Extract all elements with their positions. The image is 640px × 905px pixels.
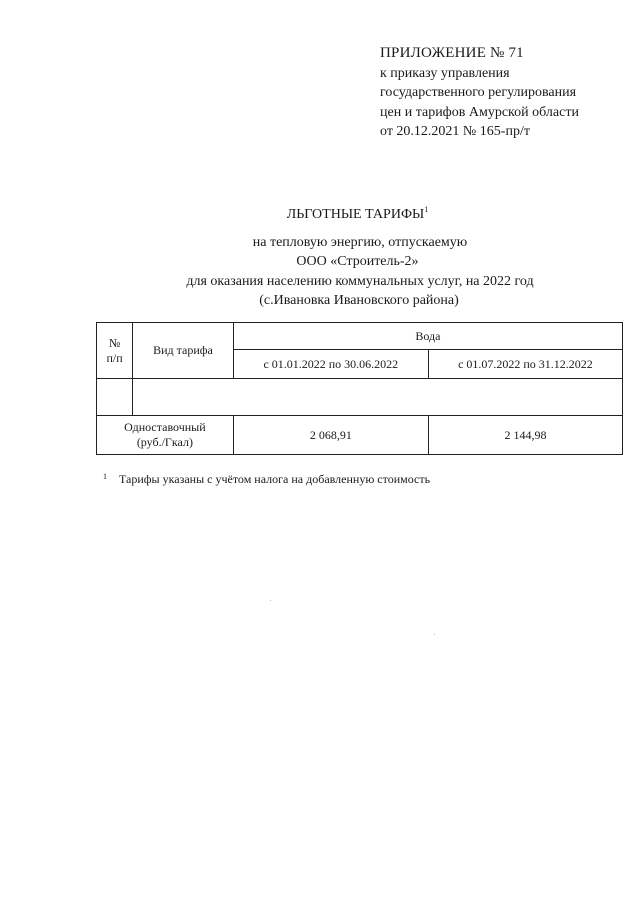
appendix-line-5: от 20.12.2021 № 165-пр/т [380, 124, 530, 139]
title-block [0, 200, 640, 311]
col-header-number-text: № п/п [106, 335, 123, 365]
footnote-text: Тарифы указаны с учётом налога на добавленную стоимость [119, 472, 431, 486]
title-subline-1: на тепловую энергию, отпускаемую [252, 234, 468, 250]
title-subline-3: для оказания населению коммунальных услуг, на 2022 год [186, 273, 534, 289]
appendix-line-2: к приказу управления [380, 65, 510, 81]
col-header-period-2: с 01.07.2022 по 31.12.2022 [428, 350, 622, 379]
appendix-line-3: государственного регулирования [380, 85, 577, 100]
appendix-title: ПРИЛОЖЕНИЕ № 71 [380, 45, 524, 61]
scan-speck [270, 600, 271, 601]
document-title [75, 200, 640, 225]
table-blank-row [97, 379, 623, 416]
tariff-value-period-1: 2 068,91 [233, 416, 428, 455]
col-header-number [97, 323, 133, 379]
blank-cell-wide [133, 379, 623, 416]
document-title-text: ЛЬГОТНЫЕ ТАРИФЫ [286, 207, 425, 222]
scan-speck [434, 634, 435, 635]
col-header-group: Вода [233, 323, 622, 350]
col-header-period-1: с 01.01.2022 по 30.06.2022 [233, 350, 428, 379]
title-footnote-ref: 1 [424, 205, 429, 214]
tariff-kind-cell [97, 416, 234, 455]
table-row [97, 416, 623, 455]
col-header-kind: Вид тарифа [133, 323, 234, 379]
tariff-table [96, 322, 623, 455]
tariff-kind-text: Одноставочный (руб./Гкал) [124, 420, 206, 449]
title-subline-2: ООО «Строитель-2» [296, 254, 419, 269]
table-header-row [97, 323, 623, 350]
footnote [103, 472, 430, 487]
blank-cell-number [97, 379, 133, 416]
appendix-block [380, 44, 579, 142]
tariff-value-period-2: 2 144,98 [428, 416, 622, 455]
footnote-mark: 1 [103, 472, 107, 481]
title-subline-4: (с.Ивановка Ивановского района) [259, 293, 459, 308]
appendix-line-4: цен и тарифов Амурской области [380, 104, 579, 120]
